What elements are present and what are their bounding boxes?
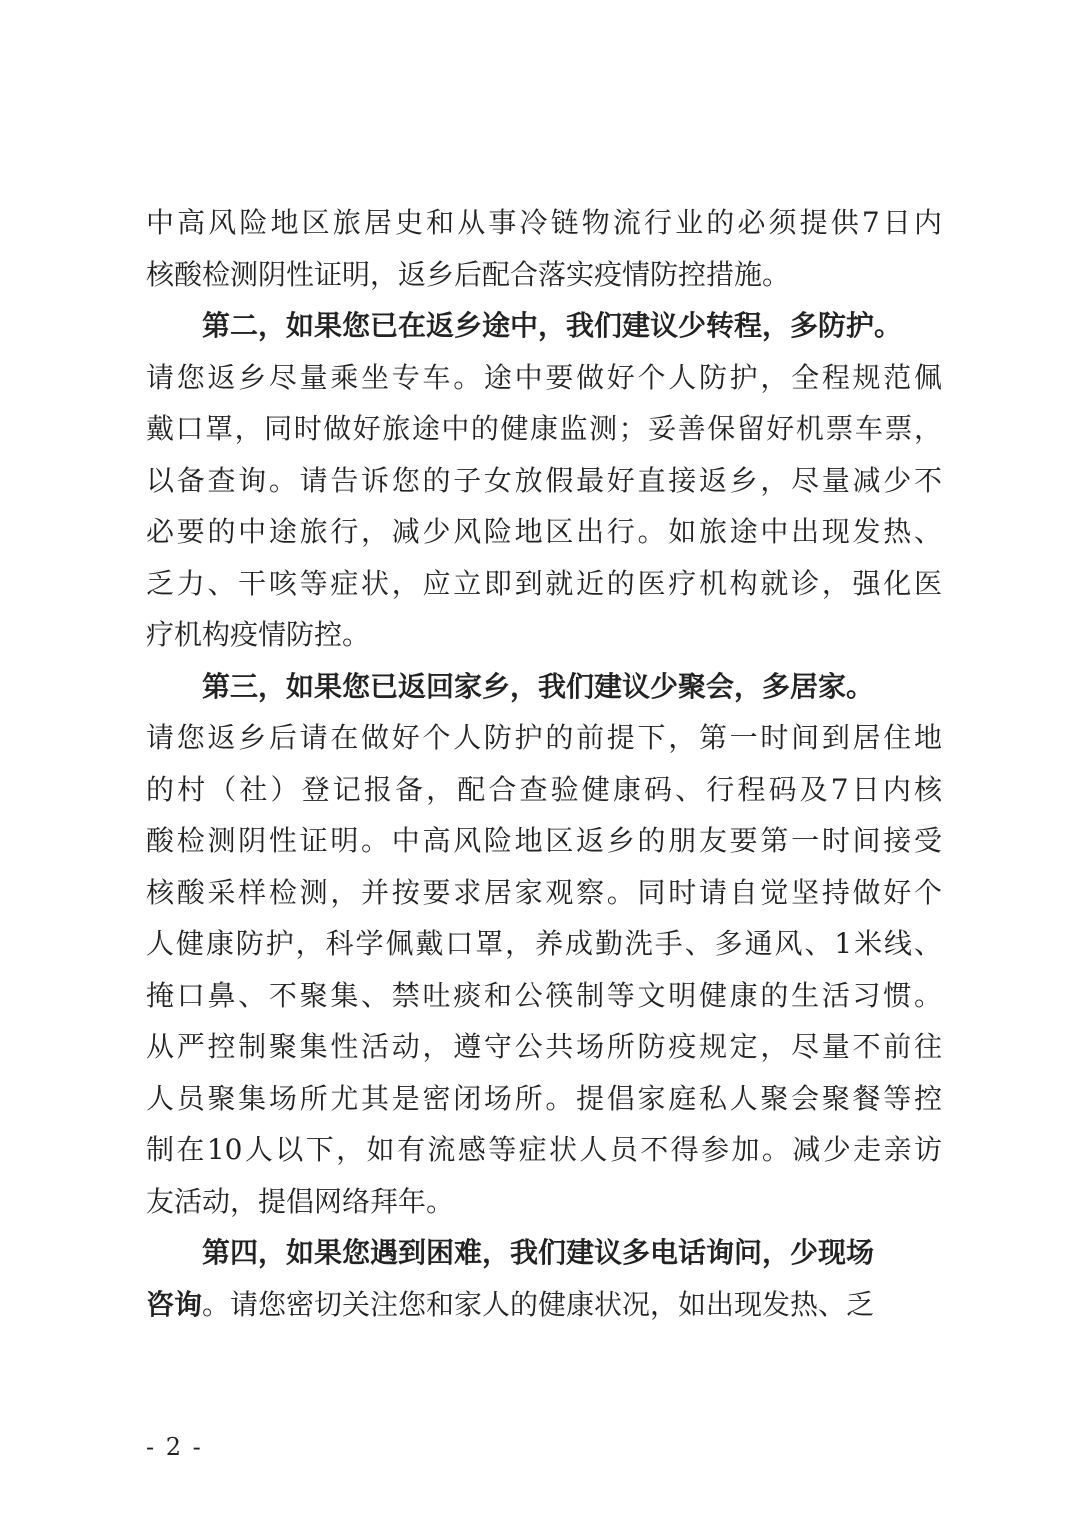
paragraph-line: 的村（社）登记报备，配合查验健康码、行程码及7日内核 [146,772,942,806]
paragraph-line: 必要的中途旅行，减少风险地区出行。如旅途中出现发热、 [146,515,942,548]
section-heading-text: 咨询 [146,1287,203,1321]
paragraph-line: 请您返乡后请在做好个人防护的前提下，第一时间到居住地 [146,721,942,754]
paragraph-line: 乏力、干咳等症状，应立即到就近的医疗机构就诊，强化医 [146,566,942,600]
page-number: - 2 - [146,1433,203,1461]
paragraph-line: 人员聚集场所尤其是密闭场所。提倡家庭私人聚会聚餐等控 [146,1081,942,1115]
paragraph-line [146,1279,942,1331]
paragraph-line: 核酸检测阴性证明，返乡后配合落实疫情防控措施。 [146,257,791,291]
section-heading-text: 第四，如果您遇到困难，我们建议多电话询问，少现场 [202,1236,875,1269]
paragraph-line: 戴口罩，同时做好旅途中的健康监测；妥善保留好机票车票， [146,412,942,445]
section-heading-text: 第二，如果您已在返乡途中，我们建议少转程，多防护。 [202,309,903,342]
paragraph-line: 制在10人以下，如有流感等症状人员不得参加。减少走亲访 [146,1133,942,1166]
section-heading-text: 第三，如果您已返回家乡，我们建议少聚会，多居家。 [202,669,875,703]
document-body [146,197,942,1330]
paragraph-line: 请您返乡尽量乘坐专车。途中要做好个人防护，全程规范佩 [146,360,942,394]
paragraph-line: 核酸采样检测，并按要求居家观察。同时请自觉坚持做好个 [146,875,942,909]
section-heading [146,1227,942,1279]
section-heading [146,300,942,352]
paragraph-line: 友活动，提倡网络拜年。 [146,1184,455,1218]
paragraph-line: 从严控制聚集性活动，遵守公共场所防疫规定，尽量不前往 [146,1030,942,1063]
paragraph-line: 人健康防护，科学佩戴口罩，养成勤洗手、多通风、1米线、 [146,927,942,960]
paragraph-line: 疗机构疫情防控。 [146,618,371,651]
paragraph-line: 中高风险地区旅居史和从事冷链物流行业的必须提供7日内 [146,206,942,239]
paragraph-line: 以备查询。请告诉您的子女放假最好直接返乡，尽量减少不 [146,463,942,497]
paragraph-text: 。请您密切关注您和家人的健康状况，如出现发热、乏 [202,1287,875,1321]
paragraph-line: 酸检测阴性证明。中高风险地区返乡的朋友要第一时间接受 [146,824,942,857]
paragraph-line: 掩口鼻、不聚集、禁吐痰和公筷制等文明健康的生活习惯。 [146,978,942,1012]
section-heading [146,661,942,713]
